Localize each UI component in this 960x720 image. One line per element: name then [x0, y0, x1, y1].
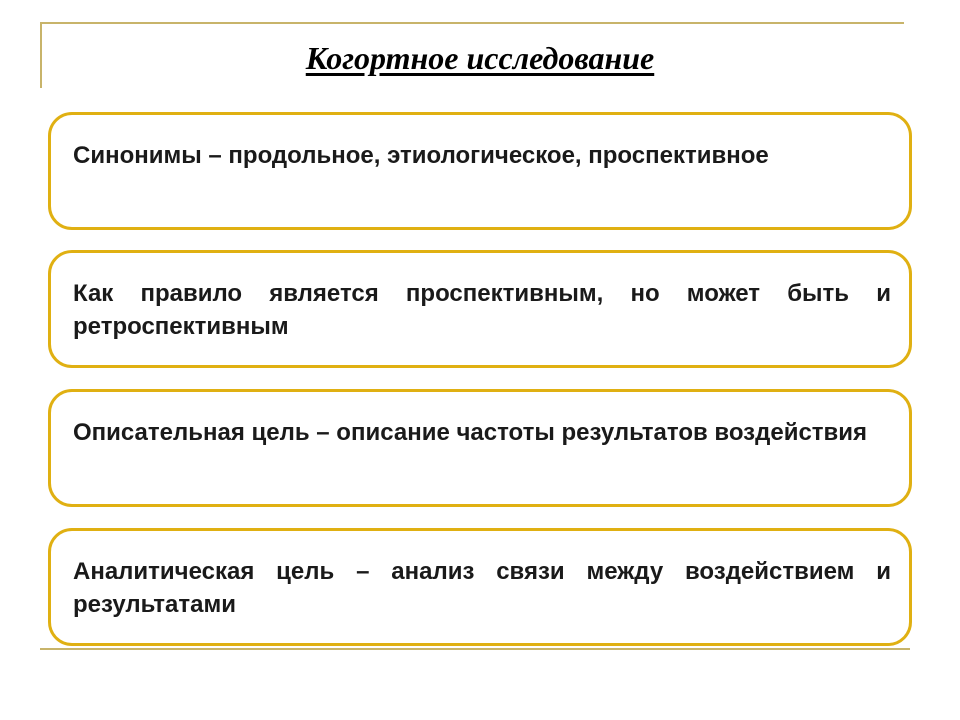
info-box-synonyms — [48, 112, 912, 230]
slide-title: Когортное исследование — [305, 40, 655, 76]
info-box-analytical-goal — [48, 528, 912, 646]
info-box-prospective — [48, 250, 912, 368]
info-box-text: Синонимы – продольное, этиологическое, проспективное — [73, 142, 769, 169]
info-box-text: Аналитическая цель – анализ связи между воздействием и результатами — [73, 558, 891, 618]
info-box-descriptive-goal — [48, 389, 912, 507]
info-box-text: Описательная цель – описание частоты результатов воздействия — [73, 419, 868, 446]
frame-top-line — [40, 22, 904, 24]
info-box-text: Как правило является проспективным, но может быть и ретроспективным — [73, 280, 891, 340]
frame-bottom-line — [40, 648, 910, 650]
